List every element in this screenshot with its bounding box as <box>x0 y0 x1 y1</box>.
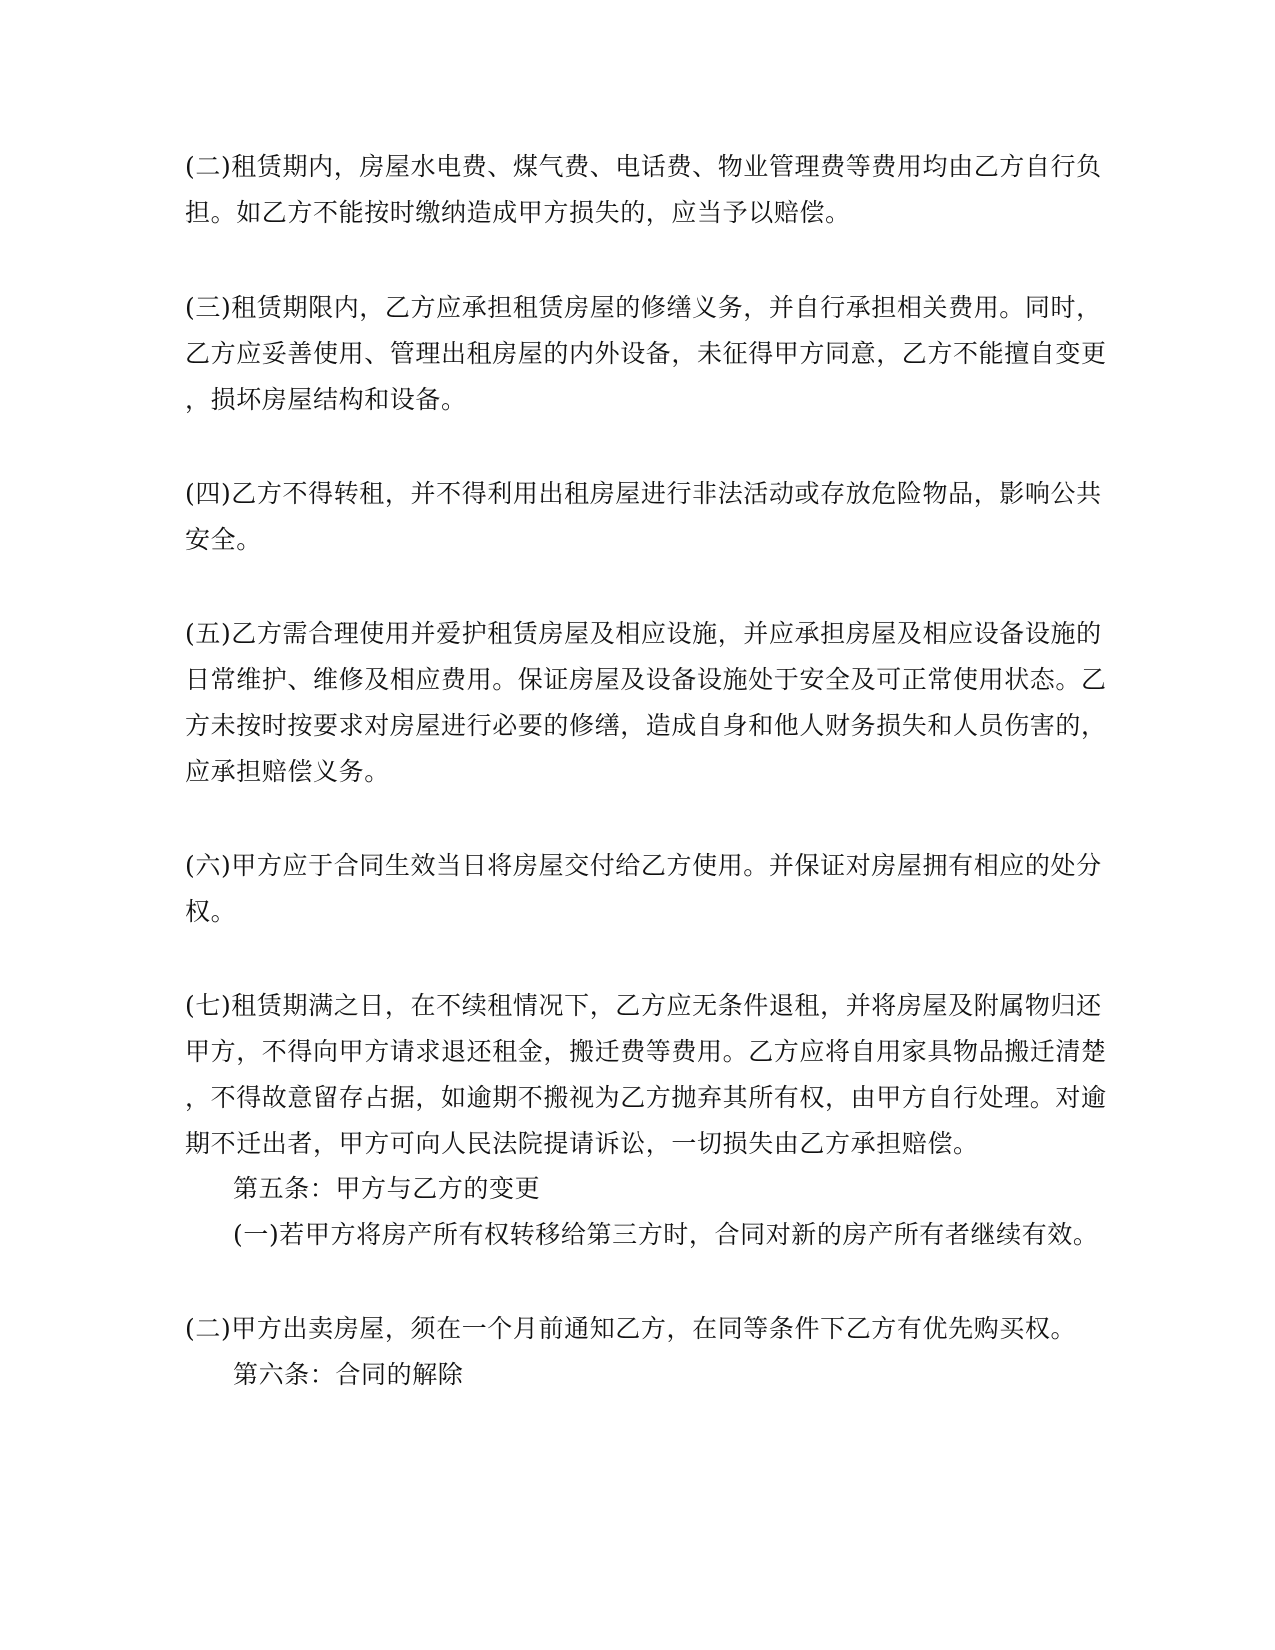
paragraph-6-line-1: (六)甲方应于合同生效当日将房屋交付给乙方使用。并保证对房屋拥有相应的处分 <box>185 851 1102 880</box>
paragraph-7-line-4: 期不迁出者，甲方可向人民法院提请诉讼，一切损失由乙方承担赔偿。 <box>185 1129 979 1158</box>
paragraph-3-line-3: ，损坏房屋结构和设备。 <box>185 385 467 414</box>
article-5-heading: 第五条：甲方与乙方的变更 <box>233 1174 541 1203</box>
paragraph-2-line-1: (二)租赁期内，房屋水电费、煤气费、电话费、物业管理费等费用均由乙方自行负 <box>185 152 1102 181</box>
paragraph-5-line-1: (五)乙方需合理使用并爱护租赁房屋及相应设施，并应承担房屋及相应设备设施的 <box>185 619 1102 648</box>
paragraph-5-line-4: 应承担赔偿义务。 <box>185 757 390 786</box>
paragraph-6-line-2: 权。 <box>185 897 237 926</box>
paragraph-4-line-2: 安全。 <box>185 525 262 554</box>
paragraph-7-line-2: 甲方，不得向甲方请求退还租金，搬迁费等费用。乙方应将自用家具物品搬迁清楚 <box>185 1037 1107 1066</box>
paragraph-2-line-2: 担。如乙方不能按时缴纳造成甲方损失的，应当予以赔偿。 <box>185 198 851 227</box>
paragraph-5-line-3: 方未按时按要求对房屋进行必要的修缮，造成自身和他人财务损失和人员伤害的， <box>185 711 1107 740</box>
article-5-item-2: (二)甲方出卖房屋，须在一个月前通知乙方，在同等条件下乙方有优先购买权。 <box>185 1314 1077 1343</box>
paragraph-5-line-2: 日常维护、维修及相应费用。保证房屋及设备设施处于安全及可正常使用状态。乙 <box>185 665 1107 694</box>
article-6-heading: 第六条：合同的解除 <box>233 1360 464 1389</box>
paragraph-3-line-2: 乙方应妥善使用、管理出租房屋的内外设备，未征得甲方同意，乙方不能擅自变更 <box>185 339 1107 368</box>
article-5-item-1: (一)若甲方将房产所有权转移给第三方时，合同对新的房产所有者继续有效。 <box>233 1220 1099 1249</box>
paragraph-7-line-1: (七)租赁期满之日，在不续租情况下，乙方应无条件退租，并将房屋及附属物归还 <box>185 991 1102 1020</box>
paragraph-4-line-1: (四)乙方不得转租，并不得利用出租房屋进行非法活动或存放危险物品，影响公共 <box>185 479 1102 508</box>
paragraph-3-line-1: (三)租赁期限内，乙方应承担租赁房屋的修缮义务，并自行承担相关费用。同时， <box>185 293 1102 322</box>
paragraph-7-line-3: ，不得故意留存占据，如逾期不搬视为乙方抛弃其所有权，由甲方自行处理。对逾 <box>185 1083 1107 1112</box>
